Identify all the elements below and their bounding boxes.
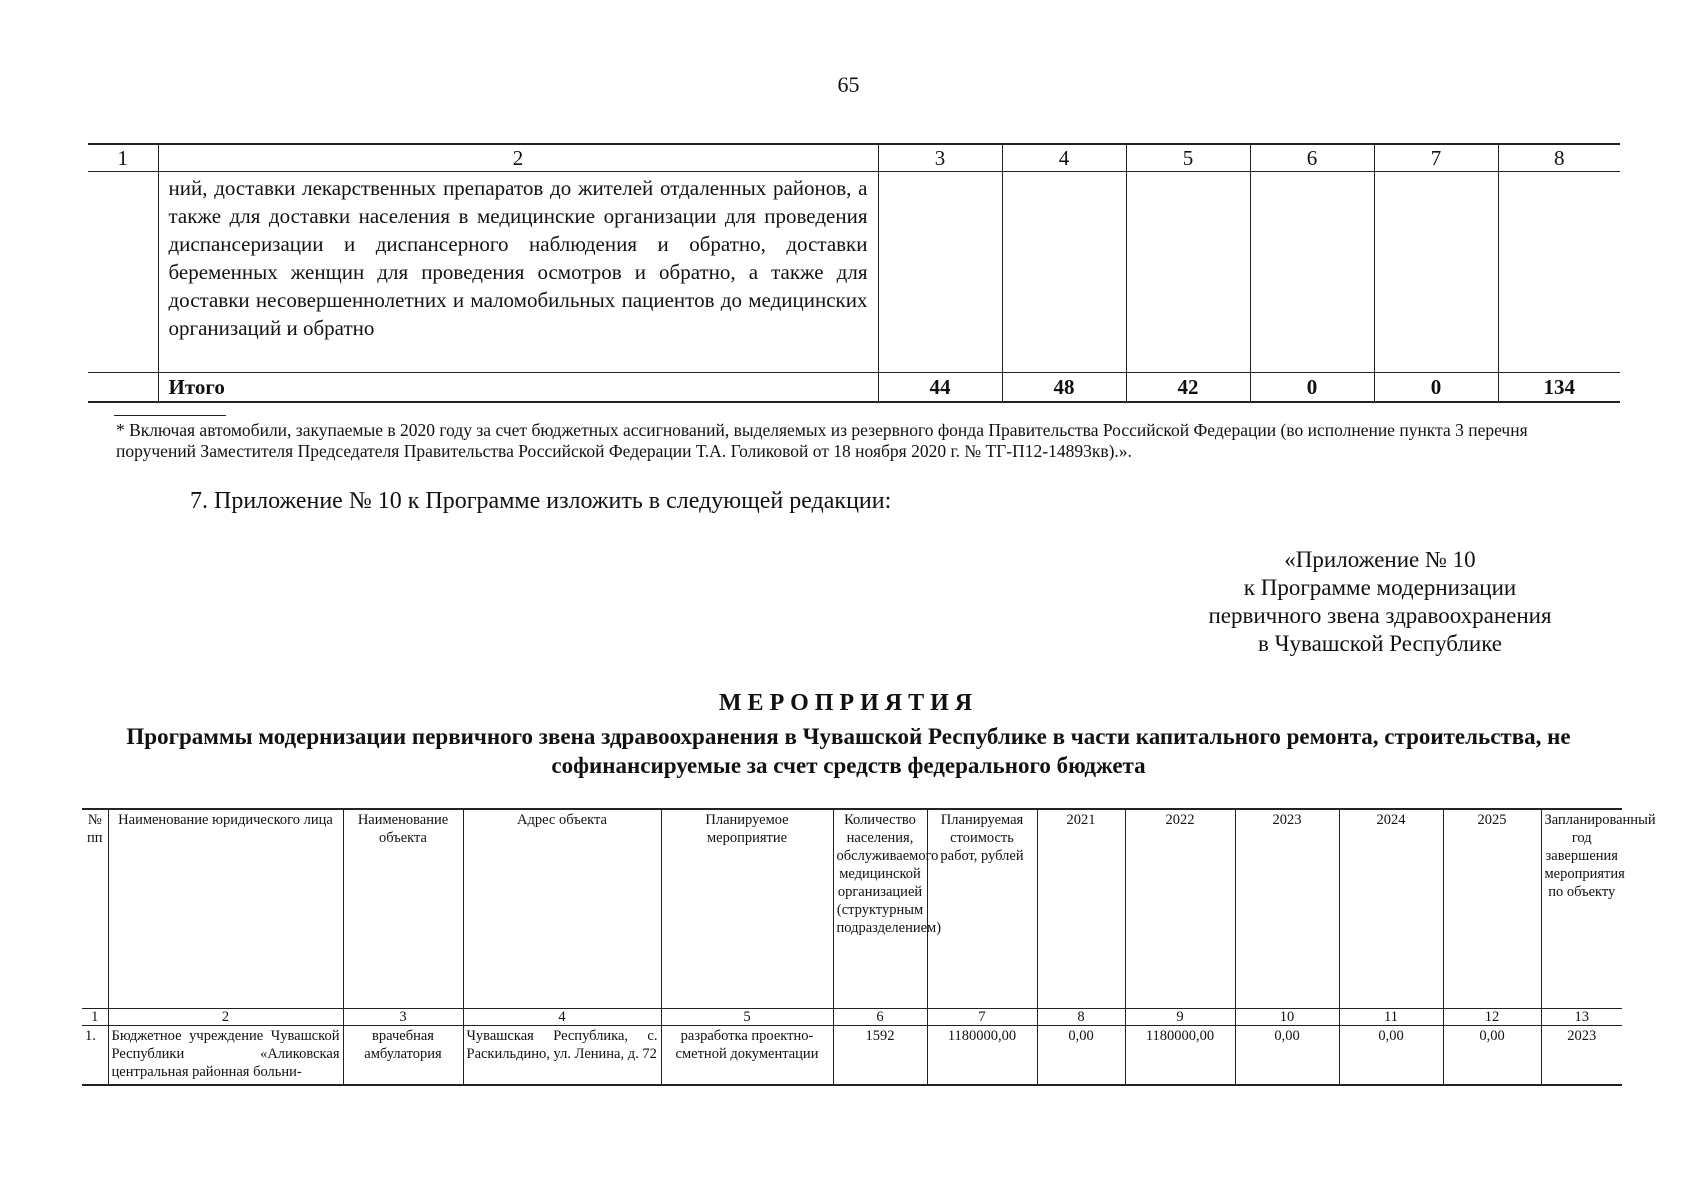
table-row [82, 1026, 1622, 1086]
col-num-1: 1 [82, 1009, 108, 1026]
header-object: Наименование объекта [343, 809, 463, 1009]
total-value-7: 0 [1374, 373, 1498, 403]
appendix-line-2: к Программе модернизации [1243, 575, 1517, 600]
col-num-13: 13 [1541, 1009, 1622, 1026]
row-object: врачебная амбулатория [343, 1026, 463, 1086]
header-address: Адрес объекта [463, 809, 661, 1009]
col-num-8: 8 [1037, 1009, 1125, 1026]
header-cost: Планируемая стоимость работ, рублей [927, 809, 1037, 1009]
header-2022: 2022 [1125, 809, 1235, 1009]
row-2024: 0,00 [1339, 1026, 1443, 1086]
row-2023: 0,00 [1235, 1026, 1339, 1086]
vehicles-table-continuation [88, 143, 1620, 403]
footnote: * Включая автомобили, закупаемые в 2020 году за счет бюджетных ассигнований, выделяемых из резервного фонда Правительства Российской Федерации (во исполнение пункта 3 перечня поручений Заместителя Председателя Правительства Российской Федерации Т.А. Голиковой от 18 ноября 2020 г. № ТГ-П12-14893кв).». [116, 420, 1528, 461]
header-year-end: Запланированный год завершения мероприятия по объекту [1541, 809, 1622, 1009]
table1-row-continued [88, 172, 1620, 373]
row-entity: Бюджетное учреждение Чувашской Республики «Аликовская центральная районная больни- [108, 1026, 343, 1086]
activities-table [82, 808, 1656, 1086]
table1-total-row [88, 373, 1620, 403]
row-population: 1592 [833, 1026, 927, 1086]
col-num-2: 2 [108, 1009, 343, 1026]
total-label: Итого [158, 373, 878, 403]
row-2022: 1180000,00 [1125, 1026, 1235, 1086]
continued-description: ний, доставки лекарственных препаратов до жителей отдаленных районов, а также для доставки населения в медицинские организации для проведения диспансеризации и диспансерного наблюдения и обратно, доставки беременных женщин для проведения осмотров и обратно, а также для доставки несовершеннолетних и маломобильных пациентов до медицинских организаций и обратно [158, 172, 878, 373]
total-value-8: 134 [1498, 373, 1620, 403]
document-subtitle: Программы модернизации первичного звена здравоохранения в Чувашской Республике в части капитального ремонта, строительства, не софинансируемые за счет средств федерального бюджета [126, 724, 1571, 778]
appendix-line-4: в Чувашской Республике [1257, 631, 1502, 656]
col-num-10: 10 [1235, 1009, 1339, 1026]
table1-header-row [88, 144, 1620, 172]
row-2021: 0,00 [1037, 1026, 1125, 1086]
table1-col-4: 4 [1002, 144, 1126, 172]
page-number: 65 [837, 72, 860, 97]
document-title: МЕРОПРИЯТИЯ [718, 690, 979, 716]
table1-col-6: 6 [1250, 144, 1374, 172]
table1-col-7: 7 [1374, 144, 1498, 172]
appendix-heading [1180, 546, 1580, 658]
row-year-end: 2023 [1541, 1026, 1622, 1086]
table1-col-3: 3 [878, 144, 1002, 172]
row-address: Чувашская Республика, с. Раскильдино, ул. Ленина, д. 72 [463, 1026, 661, 1086]
header-population: Количество населения, обслуживаемого медицинской организацией (структурным подразделением) [833, 809, 927, 1009]
col-num-3: 3 [343, 1009, 463, 1026]
header-number: № пп [82, 809, 108, 1009]
total-value-3: 44 [878, 373, 1002, 403]
row-activity: разработка проектно-сметной документации [661, 1026, 833, 1086]
col-num-11: 11 [1339, 1009, 1443, 1026]
table1-col-1: 1 [88, 144, 158, 172]
row-2025: 0,00 [1443, 1026, 1541, 1086]
amendment-paragraph: 7. Приложение № 10 к Программе изложить в следующей редакции: [190, 488, 892, 514]
header-activity: Планируемое мероприятие [661, 809, 833, 1009]
header-2023: 2023 [1235, 809, 1339, 1009]
header-entity: Наименование юридического лица [108, 809, 343, 1009]
row-cost: 1180000,00 [927, 1026, 1037, 1086]
appendix-line-1: «Приложение № 10 [1284, 547, 1476, 572]
col-num-5: 5 [661, 1009, 833, 1026]
total-value-5: 42 [1126, 373, 1250, 403]
table1-col-8: 8 [1498, 144, 1620, 172]
col-num-4: 4 [463, 1009, 661, 1026]
footnote-divider [114, 415, 226, 416]
header-2024: 2024 [1339, 809, 1443, 1009]
total-value-4: 48 [1002, 373, 1126, 403]
total-value-6: 0 [1250, 373, 1374, 403]
header-2025: 2025 [1443, 809, 1541, 1009]
table2-number-row [82, 1009, 1622, 1026]
row-number: 1. [82, 1026, 108, 1086]
col-num-6: 6 [833, 1009, 927, 1026]
col-num-9: 9 [1125, 1009, 1235, 1026]
col-num-7: 7 [927, 1009, 1037, 1026]
table2-header-row [82, 809, 1622, 1009]
appendix-line-3: первичного звена здравоохранения [1208, 603, 1552, 628]
table1-col-5: 5 [1126, 144, 1250, 172]
table1-col-2: 2 [158, 144, 878, 172]
header-2021: 2021 [1037, 809, 1125, 1009]
col-num-12: 12 [1443, 1009, 1541, 1026]
